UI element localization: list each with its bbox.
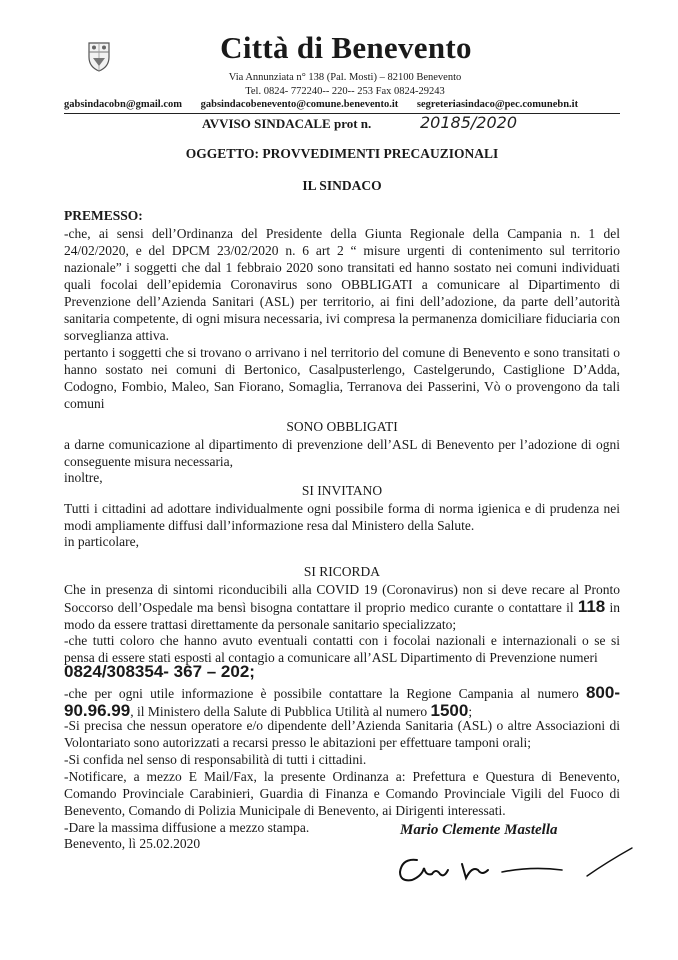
- ricorda-heading: SI RICORDA: [303, 564, 381, 579]
- obbligati-continuation: inoltre,: [64, 470, 103, 485]
- city-title: Città di Benevento: [220, 30, 472, 65]
- header-divider: [64, 113, 620, 114]
- ricorda-paragraph-6: -Notificare, a mezzo E Mail/Fax, la presente Ordinanza a: Prefettura e Questura di Benevento, Comando Provinciale Carabinieri, Guardia di Finanza e Comando Provinciale Vigili del Fuoco di Benevento, Comando di Polizia Municipale di Benevento, ai Dirigenti interessati.: [64, 769, 620, 818]
- ricorda-paragraph-3: -che per ogni utile informazione è possibile contattare la Regione Campania al numero 800-90.96.99, il Ministero della Salute di Pubblica Utilità al numero 1500;: [64, 683, 620, 720]
- premesso-heading: PREMESSO:: [64, 208, 143, 223]
- email-line: [64, 99, 644, 110]
- handwritten-signature: [392, 840, 637, 890]
- email-pec[interactable]: segreteriasindaco@pec.comunebn.it: [416, 99, 579, 110]
- protocol-number: 20185/2020: [420, 113, 518, 132]
- regione-number: 800-90.96.99: [64, 683, 620, 720]
- invitano-text: Tutti i cittadini ad adottare individualmente ogni possibile forma di norma igienica e di prudenza nei modi ampliamente diffusi dall’informazione resa dal Ministero della Salute.: [64, 501, 620, 533]
- ricorda-paragraph-4: -Si precisa che nessun operatore e/o dipendente dell’Azienda Sanitaria (ASL) o altre Associazioni di Volontariato sono autorizzati a recarsi presso le abitazioni per effettuare tamponi orali;: [64, 718, 620, 750]
- email-comune[interactable]: gabsindacobenevento@comune.benevento.it: [200, 99, 399, 110]
- address-line: Via Annunziata n° 138 (Pal. Mosti) – 82100 Benevento: [228, 72, 462, 83]
- ricorda-paragraph-1: Che in presenza di sintomi riconducibili alla COVID 19 (Coronavirus) non si deve recare al Pronto Soccorso dell’Ospedale ma bensì bisogna contattare il proprio medico curante o contattare il 118 in modo da essere trattasi direttamente da personale sanitario specializzato;: [64, 582, 620, 632]
- obbligati-heading: SONO OBBLIGATI: [286, 419, 398, 434]
- ministero-number: 1500: [430, 701, 469, 720]
- phone-fax-line: Tel. 0824- 772240-- 220-- 253 Fax 0824-29243: [245, 86, 445, 97]
- notice-label: AVVISO SINDACALE prot n.: [202, 116, 372, 131]
- obbligati-text: a darne comunicazione al dipartimento di prevenzione dell’ASL di Benevento per l’adozione di ogni conseguente misura necessaria,: [64, 437, 620, 469]
- signer-name: Mario Clemente Mastella: [400, 822, 558, 838]
- place-date: Benevento, lì 25.02.2020: [64, 836, 201, 851]
- city-crest-icon: [86, 40, 112, 72]
- invitano-heading: SI INVITANO: [301, 483, 383, 498]
- email-gmail[interactable]: gabsindacobn@gmail.com: [64, 99, 182, 110]
- asl-phone-numbers: 0824/308354- 367 – 202;: [64, 662, 255, 681]
- subject-line: OGGETTO: PROVVEDIMENTI PRECAUZIONALI: [185, 146, 499, 161]
- ricorda-paragraph-7: -Dare la massima diffusione a mezzo stampa.: [64, 820, 310, 835]
- ricorda-paragraph-2: -che tutti coloro che hanno avuto eventuali contatti con i focolai nazionali e internazionali o se si pensa di essere stati esposti al contagio a comunicare all’ASL Dipartimento di Prevenzione numeri: [64, 633, 620, 665]
- issuer-heading: IL SINDACO: [302, 178, 382, 193]
- premesso-paragraph-2: pertanto i soggetti che si trovano o arrivano i nel territorio del comune di Benevento e sono transitati o hanno sostato nei comuni di Bertonico, Casalpusterlengo, Castelgerundo, Castiglione D’Adda, Codogno, Fombio, Maleo, San Fiorano, Somaglia, Terranova dei Passerini, Vò o provengono da tali comuni: [64, 345, 620, 411]
- emergency-number-118: 118: [577, 597, 606, 616]
- ricorda-paragraph-5: -Si confida nel senso di responsabilità di tutti i cittadini.: [64, 752, 367, 767]
- premesso-paragraph-1: -che, ai sensi dell’Ordinanza del Presidente della Giunta Regionale della Campania n. 1 del 24/02/2020, e del DPCM 23/02/2020 n. 6 art 2 “ misure urgenti di contenimento sul territorio nazionale” i soggetti che dal 1 febbraio 2020 sono transitati ed hanno sostato nei comuni individuati quali focolai dell’epidemia Coronavirus sono OBBLIGATI a comunicare al Dipartimento di Prevenzione dell’Azienda Sanitari (ASL) per territorio, ai fini dell’adozione, da parte dell’autorità sanitaria competente, di ogni misura necessaria, ivi compresa la permanenza domiciliare fiduciaria con sorveglianza attiva.: [64, 226, 620, 343]
- invitano-continuation: in particolare,: [64, 534, 139, 549]
